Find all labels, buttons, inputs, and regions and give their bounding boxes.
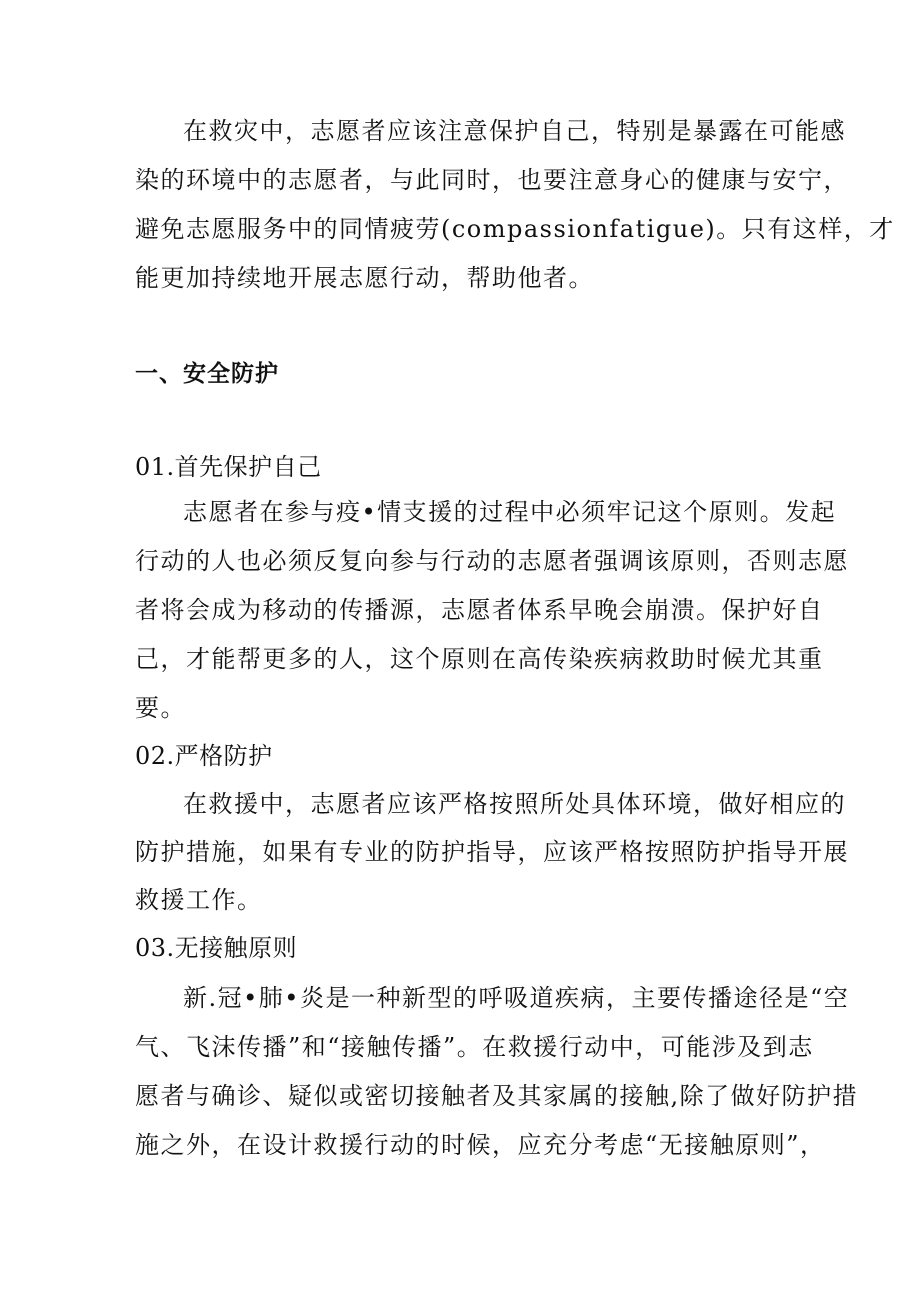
item2-line-2: 防护措施，如果有专业的防护指导，应该严格按照防护指导开展 [135, 838, 849, 866]
intro-line-2: 染的环境中的志愿者，与此同时，也要注意身心的健康与安宁， [135, 166, 849, 194]
item2-line-3: 救援工作。 [135, 886, 263, 914]
intro-line-4: 能更加持续地开展志愿行动，帮助他者。 [135, 264, 594, 292]
item3-line-4: 施之外，在设计救援行动的时候，应充分考虑“无接触原则”， [135, 1131, 826, 1159]
item3-line-2: 气、飞沫传播”和“接触传播”。在救援行动中，可能涉及到志 [135, 1033, 814, 1061]
item3-line-1: 新.冠•肺•炎是一种新型的呼吸道疾病，主要传播途径是“空 [183, 984, 850, 1012]
item1-line-4: 己，才能帮更多的人，这个原则在高传染疾病救助时候尤其重 [135, 645, 824, 673]
item1-title: 01.首先保护自己 [135, 453, 322, 481]
item3-title: 03.无接触原则 [135, 934, 298, 962]
item3-line-3: 愿者与确诊、疑似或密切接触者及其家属的接触,除了做好防护措 [135, 1082, 859, 1110]
item1-line-2: 行动的人也必须反复向参与行动的志愿者强调该原则，否则志愿 [135, 547, 849, 575]
item2-title: 02.严格防护 [135, 742, 273, 770]
section-heading-safety: 一、安全防护 [135, 361, 279, 387]
intro-line-3: 避免志愿服务中的同情疲劳(compassionfatigue)。只有这样，才 [135, 215, 895, 243]
item1-line-5: 要。 [135, 694, 186, 722]
item1-line-3: 者将会成为移动的传播源，志愿者体系早晚会崩溃。保护好自 [135, 596, 824, 624]
item1-line-1: 志愿者在参与疫•情支援的过程中必须牢记这个原则。发起 [183, 498, 837, 526]
item2-line-1: 在救援中，志愿者应该严格按照所处具体环境，做好相应的 [183, 790, 846, 818]
intro-line-1: 在救灾中，志愿者应该注意保护自己，特别是暴露在可能感 [183, 117, 846, 145]
